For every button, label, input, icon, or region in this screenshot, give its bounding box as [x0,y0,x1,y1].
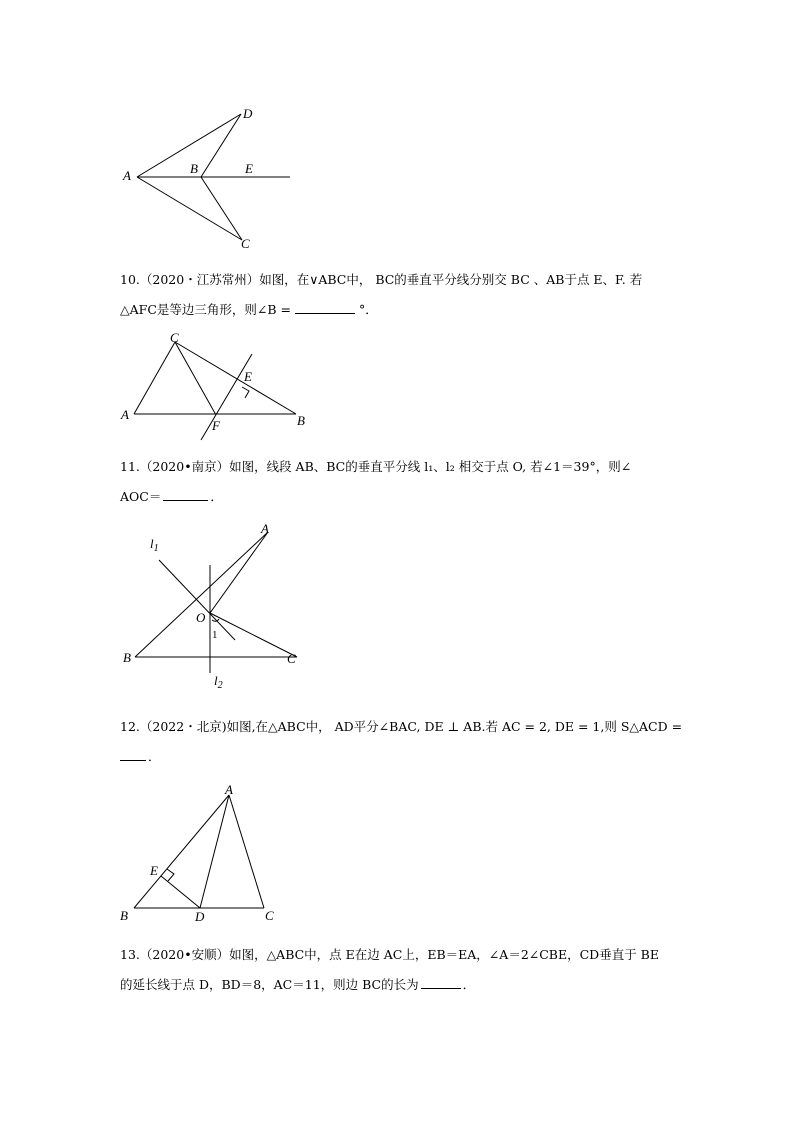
question-10 [120,265,700,325]
question-13 [120,940,700,1000]
label-E: E [150,863,158,878]
label-C: C [287,651,296,666]
q12-line2: ． [120,742,700,772]
label-B: B [190,161,198,176]
figure-q11 [115,515,315,695]
label-D: D [195,909,205,924]
label-B: B [123,650,131,665]
label-O: O [196,610,206,625]
label-C: C [265,908,274,923]
label-A: A [225,782,233,797]
label-A: A [121,407,129,422]
figure-q12 [115,780,285,925]
label-C: C [170,330,179,345]
label-E: E [244,369,252,384]
question-11 [120,452,700,512]
label-B: B [120,908,128,923]
figure-q9 [115,100,305,255]
label-F: F [212,418,220,433]
label-B: B [297,413,305,428]
label-A: A [123,168,131,183]
answer-blank[interactable] [163,487,208,501]
angle-1-label: 1 [212,629,218,641]
label-l1: $l_1$ [150,536,159,554]
q12-line1: 12.（2022・北京)如图,在△ABC中， AD平分∠BAC, DE ⊥ AB.若 AC = 2, DE = 1,则 S△ACD = [120,719,683,734]
q10-line2: △AFC是等边三角形，则∠B = °． [120,302,378,317]
answer-blank[interactable] [120,747,146,761]
q11-line2: AOC＝ ． [120,489,223,504]
q10-line1: 10.（2020・江苏常州）如图，在∨ABC中， BC的垂直平分线分别交 BC 、AB于点 E、F. 若 [120,272,643,287]
figure-q10 [115,330,315,445]
label-D: D [243,106,253,121]
question-12 [120,712,700,772]
label-l2: $l_2$ [214,673,223,691]
label-C: C [241,236,250,251]
answer-blank[interactable] [421,975,461,989]
label-E: E [245,161,253,176]
q13-line2: 的延长线于点 D，BD＝8，AC＝11，则边 BC的长为 ． [120,977,476,992]
label-A: A [261,521,269,536]
q11-line1: 11.（2020•南京）如图，线段 AB、BC的垂直平分线 l₁、l₂ 相交于点 O, 若∠1＝39°，则∠ [120,459,632,474]
answer-blank[interactable] [295,300,355,314]
q13-line1: 13.（2020•安顺）如图，△ABC中，点 E在边 AC上，EB＝EA，∠A＝2∠CBE，CD垂直于 BE [120,947,659,962]
